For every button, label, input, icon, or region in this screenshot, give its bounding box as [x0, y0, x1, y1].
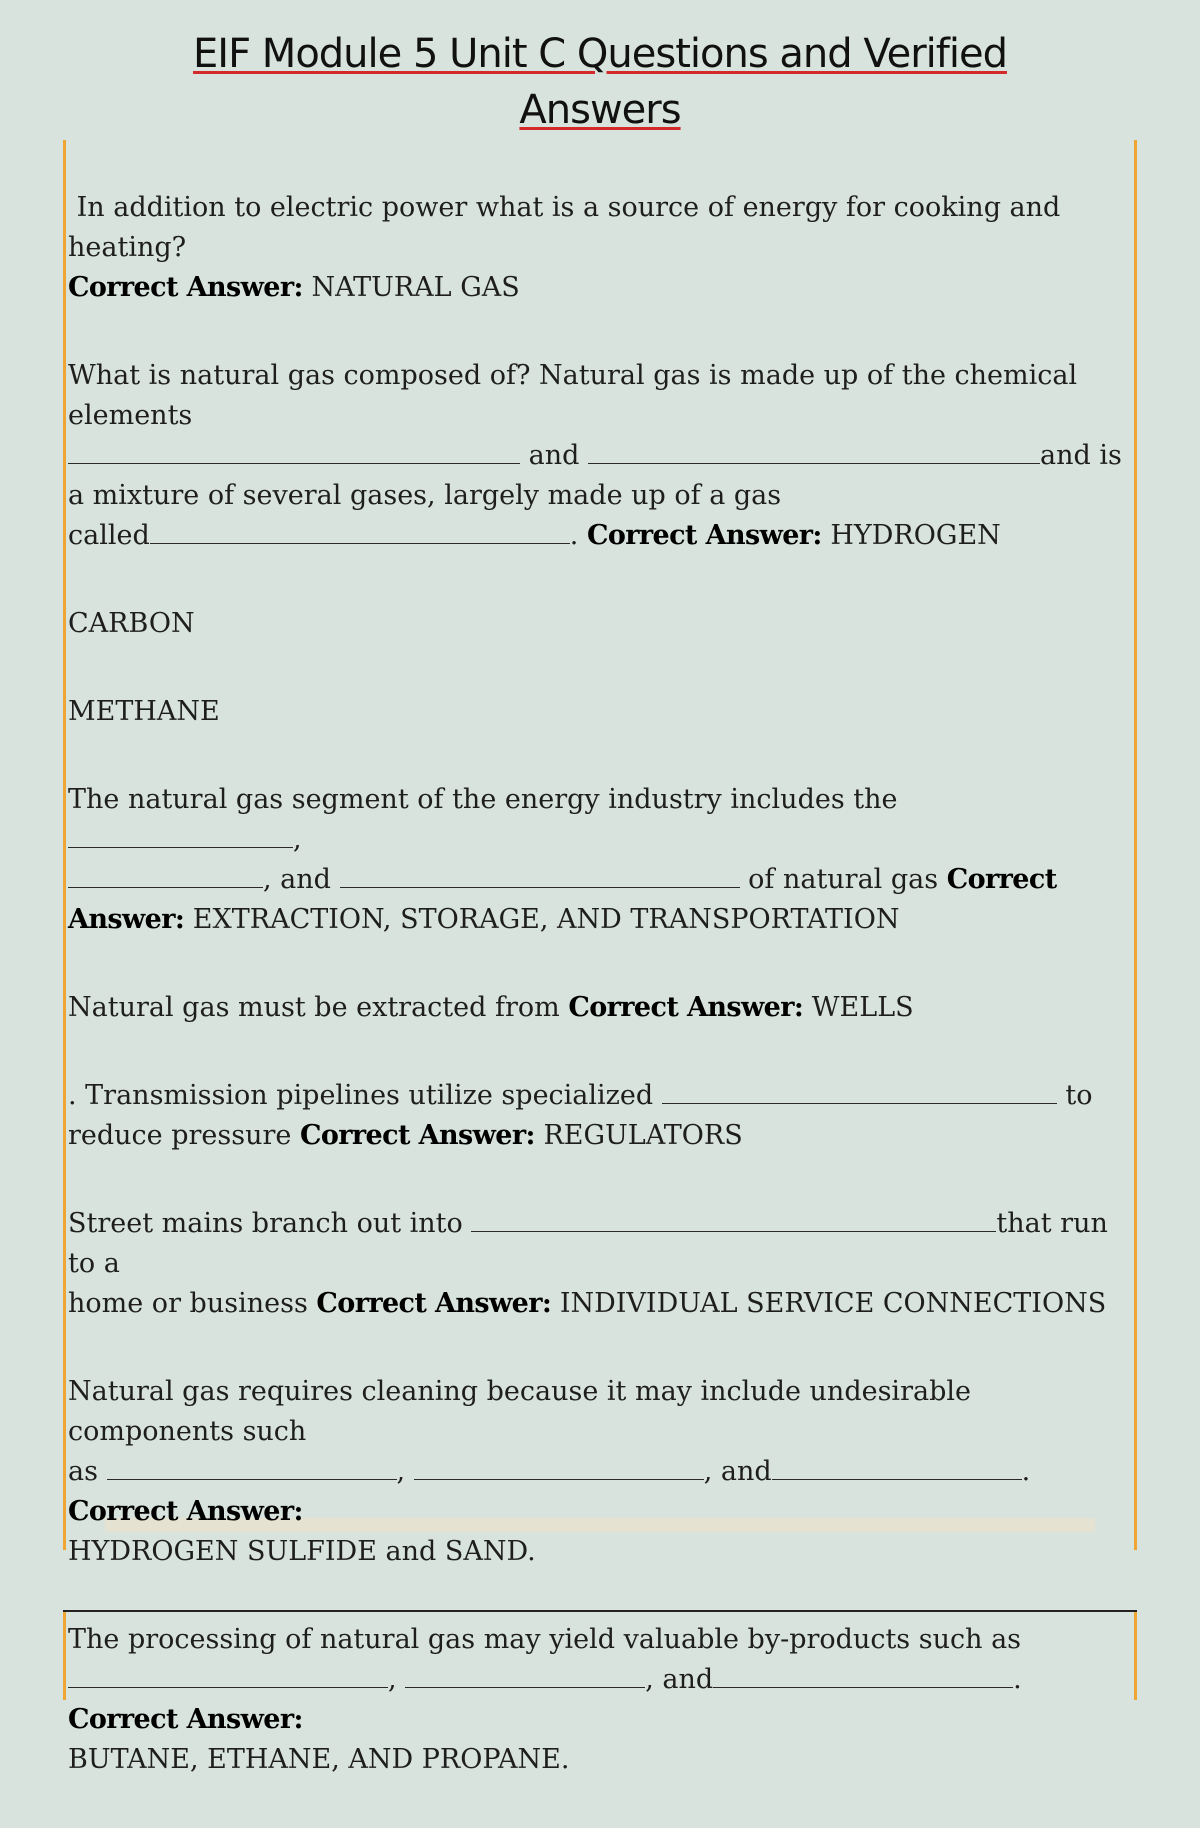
question-3	[68, 780, 1130, 940]
left-border-next	[63, 1612, 66, 1700]
answer-label: Correct Answer:	[316, 1288, 552, 1319]
fill-blank	[150, 517, 570, 544]
answer-label: Correct Answer:	[586, 520, 822, 551]
fill-blank	[713, 1661, 1013, 1688]
question-8	[68, 1620, 1130, 1780]
answer-label: Correct Answer:	[68, 1496, 303, 1527]
question-text: .	[1021, 1456, 1031, 1487]
question-text: , and	[645, 1664, 714, 1695]
question-text: ,	[293, 824, 302, 855]
document-title	[0, 26, 1200, 138]
answer-text: WELLS	[811, 992, 914, 1023]
fill-blank	[414, 1453, 704, 1480]
question-text: In addition to electric power what is a source of energy for cooking and heating?	[68, 192, 1061, 263]
answer-text: CARBON	[68, 608, 195, 639]
question-text: a mixture of several gases, largely made up of a gas	[68, 480, 782, 511]
fill-blank	[662, 1077, 1057, 1104]
answer-text: BUTANE, ETHANE, AND PROPANE.	[68, 1744, 570, 1775]
question-text: .	[569, 520, 579, 551]
question-2	[68, 356, 1130, 556]
answer-text: INDIVIDUAL SERVICE CONNECTIONS	[559, 1288, 1107, 1319]
question-text: of natural gas	[748, 864, 939, 895]
question-text: Natural gas requires cleaning because it may include undesirable components such	[68, 1376, 971, 1447]
question-text: and	[528, 440, 580, 471]
answer-label: Correct Answer:	[68, 1704, 303, 1735]
question-text: called	[68, 520, 150, 551]
question-1	[68, 188, 1130, 308]
answer-methane	[68, 692, 1130, 732]
question-text: The processing of natural gas may yield valuable by-products such as	[68, 1624, 1022, 1655]
answer-label: Correct Answer:	[568, 992, 804, 1023]
answer-text: HYDROGEN	[830, 520, 1001, 551]
left-border	[63, 140, 66, 1550]
answer-label: Correct Answer:	[300, 1120, 535, 1151]
qa-content	[68, 188, 1130, 1828]
question-text: .	[1013, 1664, 1022, 1695]
fill-blank	[471, 1205, 996, 1232]
question-text: ,	[396, 1456, 406, 1487]
question-text: , and	[263, 864, 331, 895]
answer-carbon	[68, 604, 1130, 644]
answer-text: REGULATORS	[543, 1120, 743, 1151]
answer-text: EXTRACTION, STORAGE, AND TRANSPORTATION	[192, 904, 900, 935]
question-text: and is	[1039, 440, 1122, 471]
question-text: Street mains branch out into	[68, 1208, 463, 1239]
answer-text: NATURAL GAS	[311, 272, 520, 303]
question-text: The natural gas segment of the energy industry includes the	[68, 784, 898, 815]
answer-text: METHANE	[68, 696, 220, 727]
question-text: that run to a	[68, 1208, 1108, 1279]
question-text: , and	[703, 1456, 772, 1487]
question-7	[68, 1372, 1130, 1572]
fill-blank	[68, 437, 520, 464]
fill-blank	[405, 1661, 645, 1688]
fill-blank	[68, 821, 293, 848]
question-text: Natural gas must be extracted from	[68, 992, 560, 1023]
question-text: home or business	[68, 1288, 308, 1319]
title-line-2: Answers	[519, 87, 681, 133]
question-text: reduce pressure	[68, 1120, 292, 1151]
answer-text: HYDROGEN SULFIDE and SAND.	[68, 1536, 536, 1567]
fill-blank	[68, 1661, 388, 1688]
question-text: to	[1065, 1080, 1093, 1111]
question-text: as	[68, 1456, 98, 1487]
right-border	[1134, 140, 1137, 1550]
question-5	[68, 1076, 1130, 1156]
answer-label: Correct Answer:	[68, 272, 303, 303]
question-4	[68, 988, 1130, 1028]
question-6	[68, 1204, 1130, 1324]
question-text: ,	[388, 1664, 397, 1695]
answer-label: Correct Answer:	[68, 864, 1057, 935]
question-text: What is natural gas composed of? Natural gas is made up of the chemical elements	[68, 360, 1078, 431]
title-line-1: EIF Module 5 Unit C Questions and Verified	[193, 31, 1007, 77]
question-text: . Transmission pipelines utilize specialized	[68, 1080, 654, 1111]
fill-blank	[588, 437, 1040, 464]
fill-blank	[68, 861, 263, 888]
fill-blank	[107, 1453, 397, 1480]
right-border-next	[1134, 1612, 1137, 1700]
fill-blank	[340, 861, 740, 888]
fill-blank	[772, 1453, 1022, 1480]
